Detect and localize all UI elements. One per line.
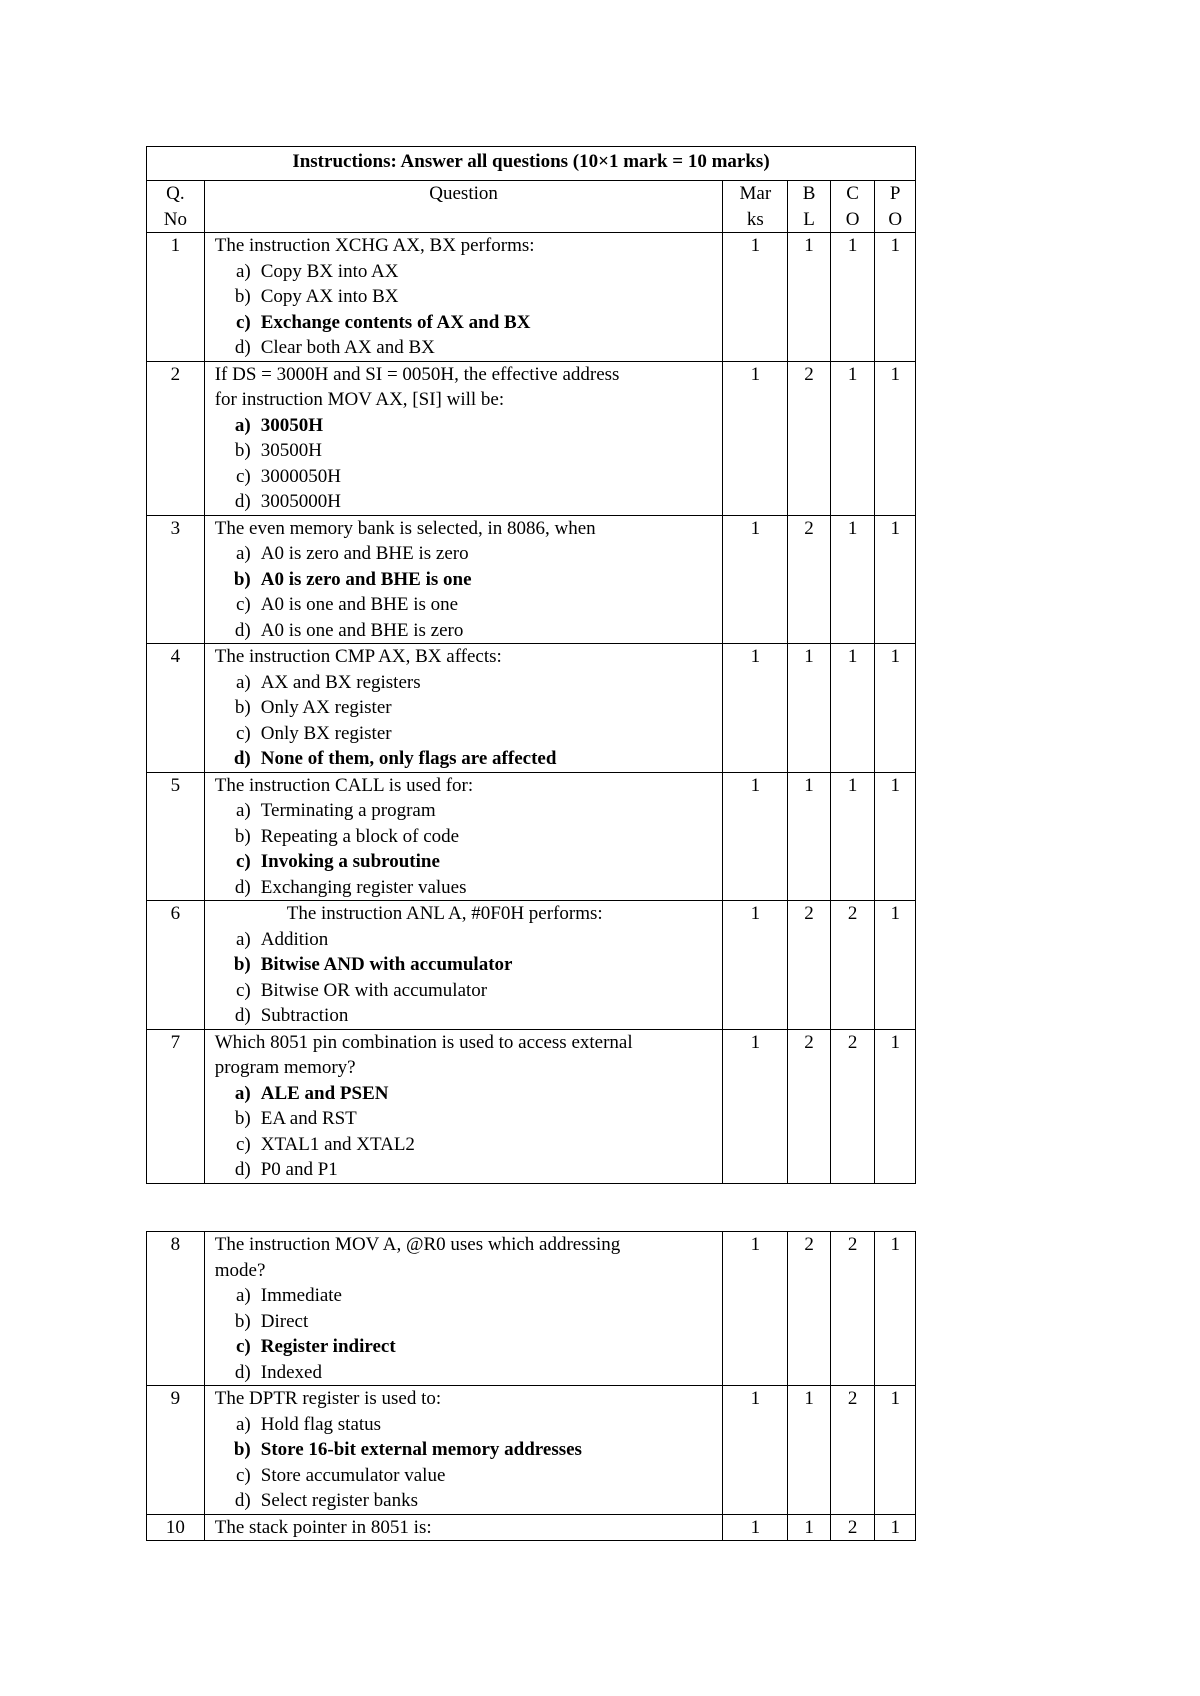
question-row [147, 515, 916, 644]
option-text: Repeating a block of code [260, 825, 460, 847]
option-label: d) [234, 491, 251, 512]
co-value: 2 [830, 1232, 875, 1386]
option-text: 30500H [260, 440, 322, 461]
option-text: Immediate [260, 1285, 342, 1306]
question-text: The even memory bank is selected, in 8086, when [214, 517, 596, 539]
po-value: 1 [875, 901, 916, 1030]
question-number: 4 [147, 644, 205, 773]
option-correct [215, 413, 719, 439]
co-value: 2 [830, 901, 875, 1030]
question-row [147, 1029, 916, 1183]
question-cell [204, 1514, 723, 1541]
po-value: 1 [875, 1232, 916, 1386]
bl-value: 2 [788, 1029, 831, 1183]
question-row [147, 1514, 916, 1541]
header-co: C O [830, 181, 875, 233]
co-value: 2 [830, 1386, 875, 1515]
question-cell [204, 1232, 723, 1386]
bl-value: 1 [788, 644, 831, 773]
option-text: Clear both AX and BX [260, 337, 435, 358]
option [215, 1488, 719, 1514]
po-value: 1 [875, 361, 916, 515]
bl-value: 1 [788, 233, 831, 362]
question-row [147, 1232, 916, 1386]
option-text: Exchange contents of AX and BX [260, 311, 531, 333]
option [215, 489, 719, 515]
marks-value: 1 [723, 1386, 788, 1515]
option [215, 721, 719, 747]
question-text: The DPTR register is used to: [214, 1388, 442, 1409]
questions-table-1 [146, 146, 916, 1184]
po-value: 1 [875, 1514, 916, 1541]
option-text: Invoking a subroutine [260, 851, 440, 872]
option-label: a) [234, 414, 251, 436]
bl-value: 2 [788, 361, 831, 515]
question-cell [204, 644, 723, 773]
option-text: Register indirect [260, 1336, 396, 1357]
option [215, 695, 719, 721]
option-text: Only AX register [260, 697, 392, 718]
option [215, 541, 719, 567]
po-value: 1 [875, 1386, 916, 1515]
po-value: 1 [875, 233, 916, 362]
option-label: d) [234, 337, 251, 358]
question-text: The instruction ANL A, #0F0H performs: [286, 903, 603, 924]
marks-value: 1 [723, 1029, 788, 1183]
option-label: d) [234, 1159, 251, 1180]
marks-value: 1 [723, 772, 788, 901]
option [215, 618, 719, 644]
option [215, 464, 719, 490]
bl-value: 1 [788, 1514, 831, 1541]
po-value: 1 [875, 772, 916, 901]
option [215, 259, 719, 285]
question-text: The instruction MOV A, @R0 uses which addressing [214, 1234, 621, 1255]
option-correct [215, 1081, 719, 1107]
option-label: c) [235, 594, 251, 615]
option-correct [215, 1334, 719, 1360]
header-bl: B L [788, 181, 831, 233]
option [215, 1309, 719, 1335]
co-value: 1 [830, 772, 875, 901]
option-label: b) [234, 1108, 251, 1129]
bl-value: 2 [788, 515, 831, 644]
option-correct [215, 952, 719, 978]
question-text: The stack pointer in 8051 is: [214, 1516, 432, 1538]
option-correct [215, 567, 719, 593]
option-text: Terminating a program [260, 800, 436, 821]
header-marks: Mar ks [723, 181, 788, 233]
option [215, 875, 719, 901]
option-label: c) [235, 979, 251, 1001]
option [215, 1463, 719, 1489]
option-text: Addition [260, 928, 329, 950]
option-label: a) [235, 671, 251, 693]
option-label: a) [235, 928, 251, 950]
option [215, 1412, 719, 1438]
question-cell [204, 772, 723, 901]
question-row [147, 361, 916, 515]
option-label: b) [233, 568, 251, 590]
option-text: Copy AX into BX [260, 286, 399, 307]
option-text: Copy BX into AX [260, 260, 399, 282]
option-text: A0 is one and BHE is zero [260, 619, 464, 641]
option-label: a) [235, 1285, 251, 1306]
option-label: c) [235, 1133, 251, 1155]
option [215, 284, 719, 310]
question-text: The instruction XCHG AX, BX performs: [214, 235, 535, 256]
option-text: Select register banks [260, 1490, 418, 1511]
option-label: b) [233, 1439, 251, 1460]
option-label: c) [235, 465, 251, 487]
option-text: Hold flag status [260, 1413, 382, 1435]
option-text: 30050H [260, 414, 324, 436]
option-label: a) [235, 543, 251, 564]
option-text: XTAL1 and XTAL2 [260, 1133, 415, 1155]
option [215, 1360, 719, 1386]
question-text: The instruction CALL is used for: [214, 774, 474, 796]
option-text: ALE and PSEN [260, 1082, 389, 1104]
option-text: Indexed [260, 1361, 322, 1383]
option-label: c) [235, 722, 251, 744]
question-row [147, 644, 916, 773]
marks-value: 1 [723, 1232, 788, 1386]
question-number: 10 [147, 1514, 205, 1541]
option-label: a) [235, 260, 251, 282]
option-label: a) [234, 1082, 251, 1104]
option [215, 1157, 719, 1183]
marks-value: 1 [723, 361, 788, 515]
option-label: a) [235, 800, 251, 821]
option [215, 798, 719, 824]
question-text: for instruction MOV AX, [SI] will be: [214, 389, 505, 410]
option-label: a) [235, 1413, 251, 1435]
question-number: 5 [147, 772, 205, 901]
question-cell [204, 515, 723, 644]
bl-value: 1 [788, 772, 831, 901]
question-row [147, 772, 916, 901]
option-text: 3005000H [260, 491, 341, 512]
option-label: b) [234, 440, 251, 461]
option-label: b) [234, 286, 251, 307]
question-number: 9 [147, 1386, 205, 1515]
option-label: c) [235, 1464, 251, 1486]
co-value: 1 [830, 644, 875, 773]
option [215, 1132, 719, 1158]
option-label: b) [233, 954, 251, 975]
co-value: 1 [830, 515, 875, 644]
question-number: 6 [147, 901, 205, 1030]
option-text: Bitwise AND with accumulator [260, 954, 513, 975]
header-question: Question [204, 181, 723, 233]
question-number: 3 [147, 515, 205, 644]
option-correct [215, 849, 719, 875]
option-label: b) [234, 825, 251, 847]
header-po: P O [875, 181, 916, 233]
option [215, 978, 719, 1004]
po-value: 1 [875, 1029, 916, 1183]
question-number: 8 [147, 1232, 205, 1386]
marks-value: 1 [723, 644, 788, 773]
po-value: 1 [875, 644, 916, 773]
option-correct [215, 1437, 719, 1463]
question-cell [204, 901, 723, 1030]
option-correct [215, 746, 719, 772]
option-text: Exchanging register values [260, 876, 467, 898]
bl-value: 2 [788, 901, 831, 1030]
option [215, 824, 719, 850]
bl-value: 1 [788, 1386, 831, 1515]
option-label: d) [234, 1490, 251, 1511]
option [215, 1283, 719, 1309]
option-label: c) [235, 1336, 251, 1357]
option-text: A0 is zero and BHE is one [260, 568, 472, 590]
po-value: 1 [875, 515, 916, 644]
option [215, 1106, 719, 1132]
bl-value: 2 [788, 1232, 831, 1386]
option-label: d) [234, 1005, 251, 1026]
questions-table-2 [146, 1231, 916, 1541]
option-text: Only BX register [260, 722, 392, 744]
instructions-heading: Instructions: Answer all questions (10×1 mark = 10 marks) [147, 147, 916, 181]
option-text: Bitwise OR with accumulator [260, 979, 488, 1001]
option [215, 438, 719, 464]
option [215, 335, 719, 361]
option [215, 927, 719, 953]
marks-value: 1 [723, 233, 788, 362]
question-row [147, 1386, 916, 1515]
question-text: If DS = 3000H and SI = 0050H, the effective address [214, 363, 620, 385]
option-text: A0 is zero and BHE is zero [260, 543, 469, 564]
option-text: Direct [260, 1310, 309, 1332]
option-label: d) [233, 748, 251, 769]
question-text: program memory? [214, 1057, 356, 1078]
question-number: 2 [147, 361, 205, 515]
option-text: Subtraction [260, 1005, 349, 1026]
option [215, 1003, 719, 1029]
marks-value: 1 [723, 515, 788, 644]
option-text: Store accumulator value [260, 1464, 446, 1486]
co-value: 1 [830, 233, 875, 362]
option-text: AX and BX registers [260, 671, 421, 693]
co-value: 2 [830, 1514, 875, 1541]
question-row [147, 233, 916, 362]
option-label: c) [235, 311, 251, 333]
option-text: A0 is one and BHE is one [260, 594, 459, 615]
marks-value: 1 [723, 901, 788, 1030]
option [215, 592, 719, 618]
question-cell [204, 1029, 723, 1183]
option-label: b) [234, 1310, 251, 1332]
option-text: 3000050H [260, 465, 341, 487]
option-correct [215, 310, 719, 336]
question-number: 1 [147, 233, 205, 362]
co-value: 1 [830, 361, 875, 515]
option-text: Store 16-bit external memory addresses [260, 1439, 582, 1460]
question-text: mode? [214, 1259, 266, 1281]
option-label: c) [235, 851, 251, 872]
option-label: d) [234, 619, 251, 641]
question-text: The instruction CMP AX, BX affects: [214, 646, 502, 667]
question-cell [204, 233, 723, 362]
option-text: P0 and P1 [260, 1159, 338, 1180]
header-qno: Q. No [147, 181, 205, 233]
option-text: EA and RST [260, 1108, 357, 1129]
option-label: b) [234, 697, 251, 718]
question-row [147, 901, 916, 1030]
header-row [147, 181, 916, 233]
option [215, 670, 719, 696]
option-label: d) [234, 1361, 251, 1383]
marks-value: 1 [723, 1514, 788, 1541]
option-label: d) [234, 876, 251, 898]
question-cell [204, 1386, 723, 1515]
co-value: 2 [830, 1029, 875, 1183]
question-number: 7 [147, 1029, 205, 1183]
question-text: Which 8051 pin combination is used to access external [214, 1031, 633, 1053]
question-cell [204, 361, 723, 515]
option-text: None of them, only flags are affected [260, 748, 557, 769]
